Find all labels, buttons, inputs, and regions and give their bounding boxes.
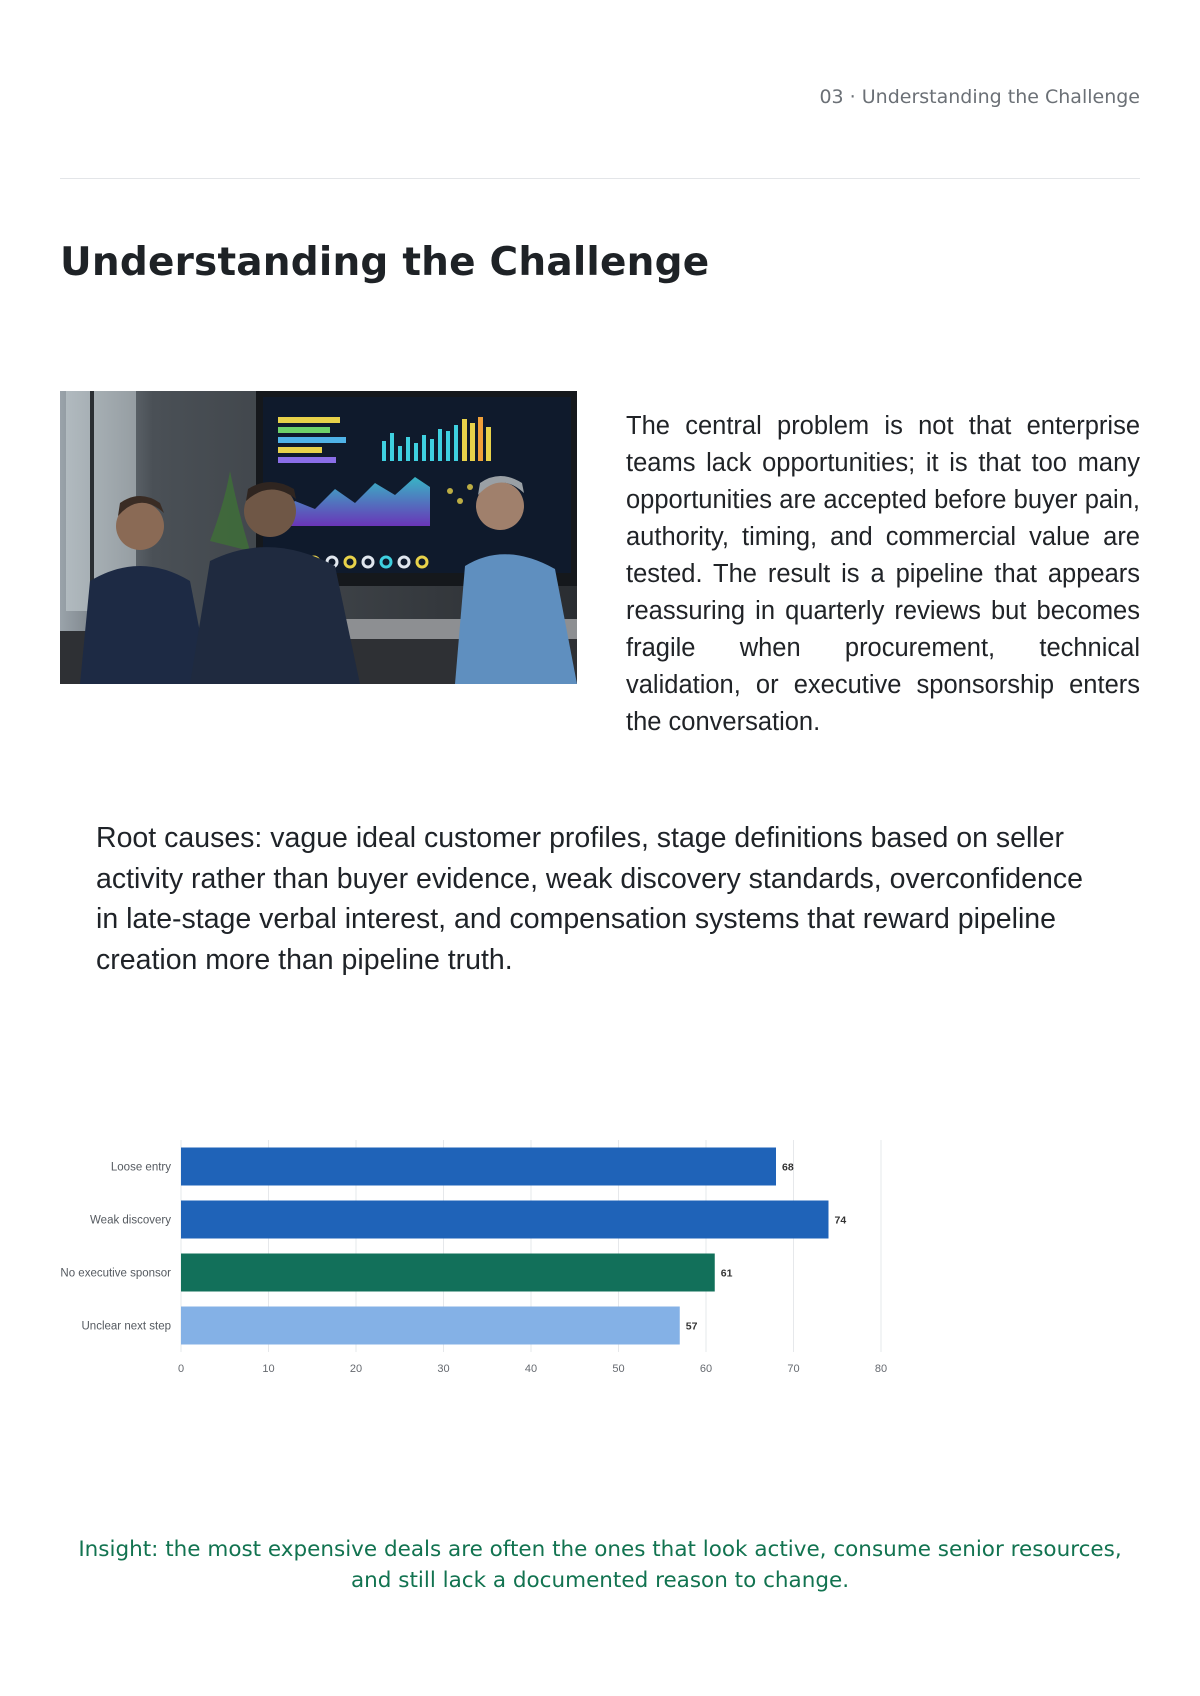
header-divider <box>60 178 1140 179</box>
root-causes-callout: Root causes: vague ideal customer profiles, stage definitions based on seller activity rather than buyer evidence, weak discovery standards, overconfidence in late-stage verbal interest, and compensation systems that reward pipeline creation more than pipeline truth. <box>96 822 1083 976</box>
x-tick-label: 40 <box>524 1363 538 1375</box>
bar-1 <box>181 1201 829 1239</box>
page-title: Understanding the Challenge <box>60 240 710 285</box>
data-label: 74 <box>834 1214 847 1227</box>
data-label: 61 <box>720 1267 733 1280</box>
x-tick-label: 50 <box>612 1363 625 1375</box>
section-header: 03 · Understanding the Challenge <box>819 86 1140 108</box>
intro-paragraph: The central problem is not that enterprise teams lack opportunities; it is that too many opportunities are accepted before buyer pain, authority, timing, and commercial value are tested. The result is a pipeline that appears reassuring in quarterly reviews but becomes fragile when procurement, technical validation, or executive sponsorship enters the conversation. <box>626 412 1140 736</box>
x-tick-label: 60 <box>699 1363 713 1375</box>
bar-3 <box>181 1307 680 1345</box>
x-tick-label: 70 <box>787 1363 800 1375</box>
category-label: Unclear next step <box>81 1320 171 1333</box>
category-label: Weak discovery <box>90 1214 171 1227</box>
x-tick-label: 10 <box>262 1363 275 1375</box>
meeting-photo <box>60 391 577 684</box>
x-tick-label: 0 <box>177 1363 185 1375</box>
x-tick-label: 80 <box>874 1363 888 1375</box>
insight-callout: Insight: the most expensive deals are often the ones that look active, consume senior resources, and still lack a documented reason to change. <box>78 1537 1122 1593</box>
category-label: Loose entry <box>110 1161 171 1174</box>
x-tick-label: 30 <box>437 1363 450 1375</box>
bar-0 <box>181 1148 776 1186</box>
x-tick-label: 20 <box>349 1363 363 1375</box>
bar-2 <box>181 1254 715 1292</box>
data-label: 68 <box>782 1161 794 1174</box>
root-cause-bar-chart <box>56 1132 896 1382</box>
data-label: 57 <box>685 1320 698 1333</box>
category-label: No executive sponsor <box>60 1267 171 1280</box>
